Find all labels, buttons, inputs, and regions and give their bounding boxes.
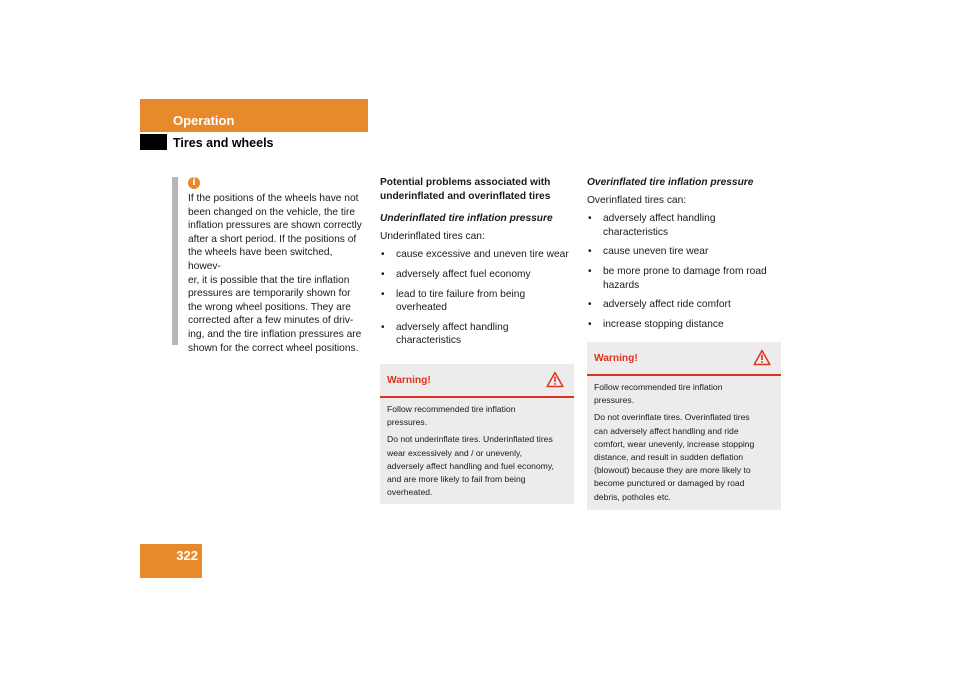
warning-label: Warning! — [387, 375, 431, 386]
overinflated-section — [587, 176, 781, 337]
warning-triangle-icon — [753, 349, 771, 366]
item-text: lead to tire failure from being — [396, 288, 526, 300]
bullet-icon: • — [588, 318, 592, 330]
item-text: overheated — [396, 302, 447, 314]
bullet-icon: • — [381, 288, 385, 300]
page-number-box — [140, 544, 202, 578]
list-item — [587, 298, 781, 312]
warning-line: Follow recommended tire inflation — [594, 382, 723, 392]
info-line: er, it is possible that the tire inflation — [188, 274, 350, 286]
warning-line: Do not underinflate tires. Underinflated tires — [387, 434, 553, 445]
warning-line: Follow recommended tire inflation — [387, 404, 516, 414]
problems-heading — [380, 176, 574, 203]
warning-paragraph — [387, 433, 567, 499]
section-title: Operation — [173, 113, 235, 128]
bullet-icon: • — [588, 299, 592, 311]
bullet-icon: • — [588, 265, 592, 277]
warning-paragraph — [387, 403, 567, 429]
warning-line: overheated. — [387, 487, 433, 498]
underinflated-list — [380, 248, 574, 348]
warning-paragraph — [594, 411, 774, 503]
warning-body — [380, 398, 574, 509]
list-item — [587, 245, 781, 259]
warning-paragraph — [594, 381, 774, 407]
item-text: adversely affect fuel economy — [396, 268, 531, 280]
warning-line: comfort, wear unevenly, increase stopping — [594, 438, 755, 449]
list-item — [380, 248, 574, 262]
info-note — [172, 177, 368, 354]
warning-line: (blowout) because they are more likely to — [594, 465, 751, 476]
warning-line: become punctured or damaged by road — [594, 478, 745, 489]
warning-header — [587, 342, 781, 376]
bullet-icon: • — [381, 321, 385, 333]
warning-line: distance, and result in sudden deflation — [594, 452, 744, 463]
item-text: characteristics — [603, 226, 669, 238]
list-item — [587, 212, 781, 239]
warning-line: adversely affect handling and fuel economy, — [387, 460, 554, 471]
warning-line: pressures. — [387, 417, 428, 428]
warning-line: wear excessively and / or unevenly, — [387, 447, 523, 458]
warning-line: pressures. — [594, 395, 635, 406]
item-text: increase stopping distance — [603, 318, 724, 330]
item-text: characteristics — [396, 335, 462, 347]
subsection-title: Tires and wheels — [173, 136, 274, 150]
info-line: after a short period. If the positions of — [188, 233, 357, 245]
list-item — [380, 288, 574, 315]
info-line: the wheels have been switched, howev- — [188, 247, 333, 272]
underinflated-section — [380, 176, 574, 354]
info-line: shown for the correct wheel positions. — [188, 342, 359, 354]
page-number: 322 — [176, 548, 198, 563]
underinflation-warning — [380, 364, 574, 504]
warning-header — [380, 364, 574, 398]
info-line: ing, and the tire inflation pressures are — [188, 328, 362, 340]
info-line: inflation pressures are shown correctly — [188, 220, 362, 232]
item-text: cause uneven tire wear — [603, 246, 709, 258]
underinflated-heading: Underinflated tire inflation pressure — [380, 213, 553, 225]
bullet-icon: • — [588, 213, 592, 225]
overinflated-lead: Overinflated tires can: — [587, 194, 687, 206]
bullet-icon: • — [588, 246, 592, 258]
list-item — [380, 321, 574, 348]
item-text: adversely affect handling — [396, 321, 509, 333]
warning-triangle-icon — [546, 371, 564, 388]
warning-line: debris, potholes etc. — [594, 491, 671, 502]
info-note-text — [188, 192, 368, 355]
info-icon: i — [188, 177, 200, 189]
heading-line: underinflated and overinflated tires — [380, 190, 551, 202]
overinflation-warning — [587, 342, 781, 510]
info-line: corrected after a few minutes of driv- — [188, 315, 354, 327]
warning-line: and are more likely to fail from being — [387, 474, 526, 485]
warning-line: can adversely affect handling and ride — [594, 425, 739, 436]
heading-line: Potential problems associated with — [380, 177, 551, 188]
bullet-icon: • — [381, 249, 385, 261]
item-text: adversely affect handling — [603, 213, 716, 225]
underinflated-lead: Underinflated tires can: — [380, 230, 485, 242]
info-line: If the positions of the wheels have not — [188, 193, 359, 204]
bullet-icon: • — [381, 268, 385, 280]
overinflated-heading: Overinflated tire inflation pressure — [587, 177, 754, 188]
warning-line: Do not overinflate tires. Overinflated tires — [594, 412, 750, 423]
item-text: adversely affect ride comfort — [603, 299, 731, 311]
warning-body — [587, 376, 781, 514]
list-item — [587, 265, 781, 292]
info-line: the wrong wheel positions. They are — [188, 301, 351, 313]
info-line: been changed on the vehicle, the tire — [188, 206, 356, 218]
overinflated-list — [587, 212, 781, 331]
warning-label: Warning! — [594, 353, 638, 364]
subsection-marker — [140, 134, 167, 150]
list-item — [380, 268, 574, 282]
list-item — [587, 318, 781, 332]
item-text: hazards — [603, 279, 640, 291]
item-text: be more prone to damage from road — [603, 265, 767, 277]
item-text: cause excessive and uneven tire wear — [396, 249, 569, 261]
info-line: pressures are temporarily shown for — [188, 288, 351, 300]
